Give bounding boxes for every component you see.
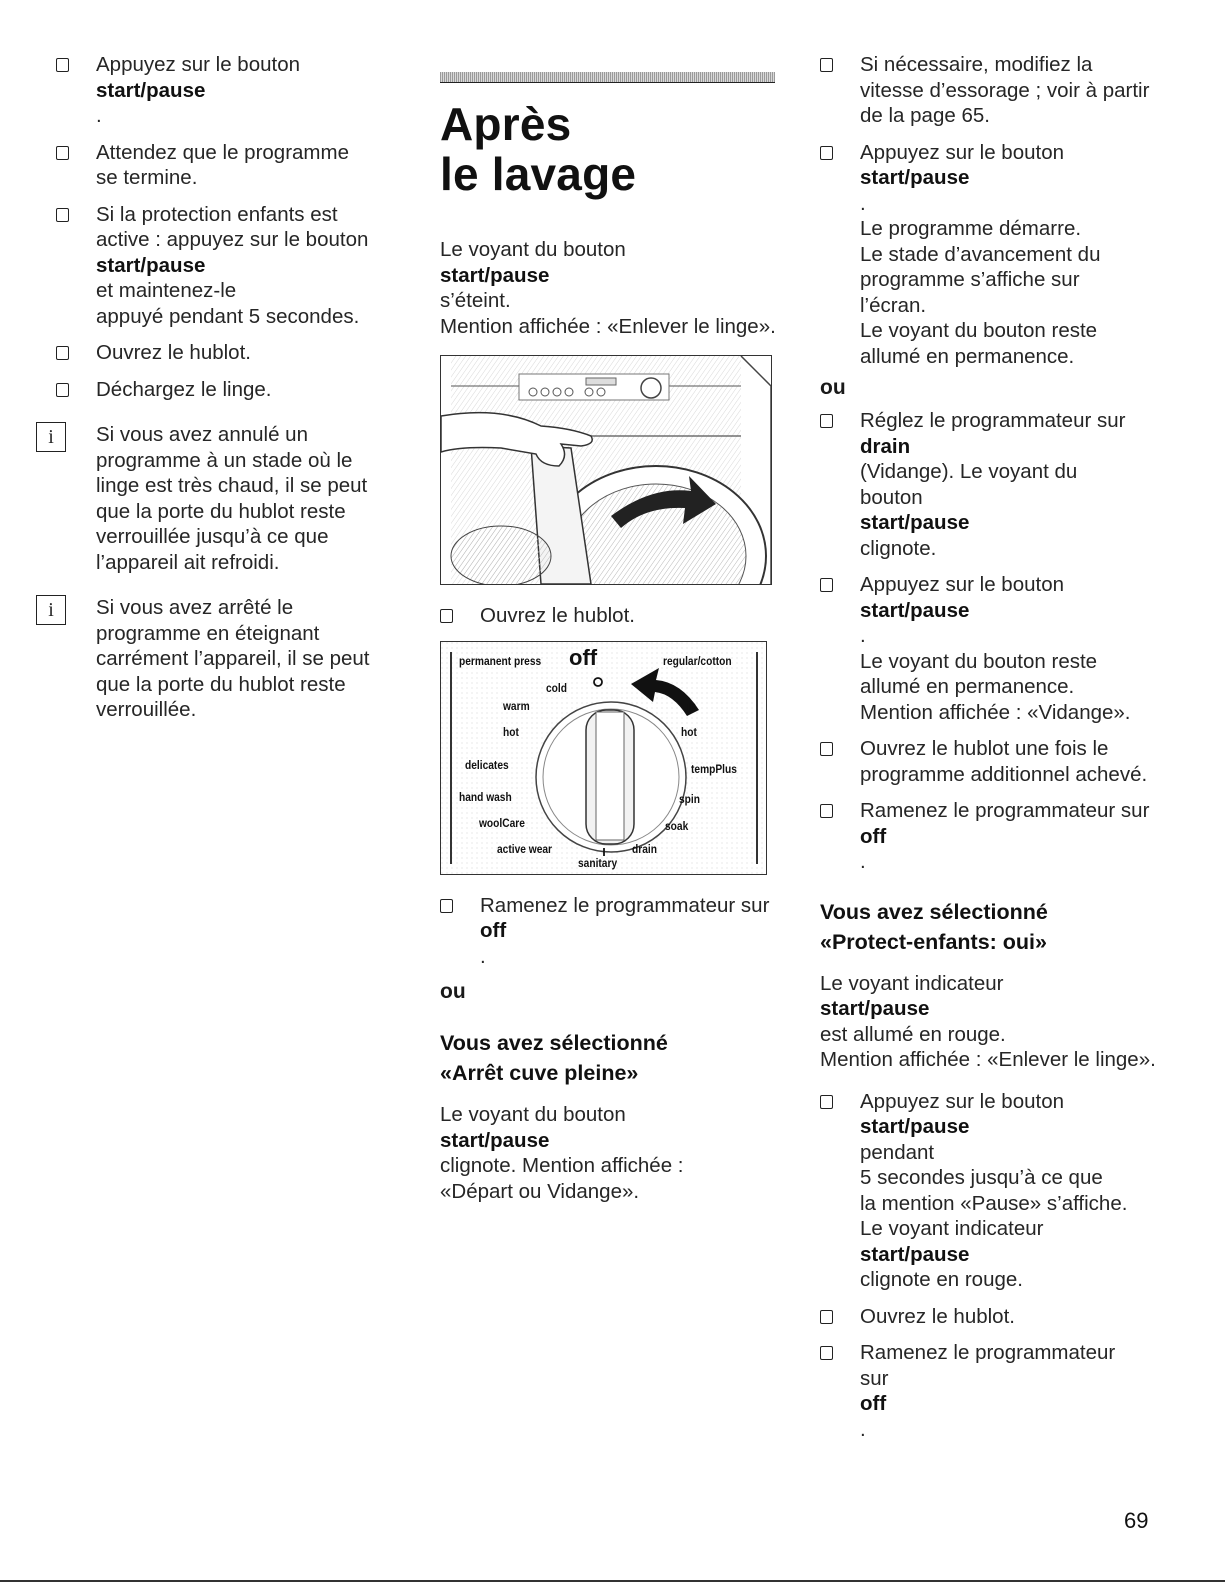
step-text: Mention affichée : «Vidange». — [860, 700, 1131, 724]
para-text: Le voyant du bouton — [440, 1103, 626, 1126]
page-number: 69 — [1124, 1508, 1149, 1533]
step-text: 5 secondes jusqu’à ce que — [860, 1166, 1103, 1189]
checkbox-icon — [820, 414, 833, 428]
note-text: programme en éteignant — [96, 621, 320, 645]
step-text: Le voyant indicateur — [860, 1217, 1044, 1240]
para-bold: start/pause — [440, 1128, 550, 1152]
info-icon: i — [36, 422, 66, 452]
child-lock-paragraph — [820, 971, 1170, 1073]
intro-paragraph — [440, 237, 785, 339]
intro-bold: start/pause — [440, 263, 550, 287]
dial-off-label: off — [569, 644, 598, 670]
note-text: carrément l’appareil, il se peut — [96, 647, 370, 670]
info-note — [48, 422, 386, 575]
step-text: Appuyez sur le bouton — [860, 573, 1064, 596]
right-steps-c — [820, 1089, 1170, 1443]
right-column — [820, 52, 1170, 1453]
step-text: Ouvrez le hublot. — [96, 341, 251, 364]
or-separator: ou — [440, 980, 466, 1003]
page-title-line-1: Après — [440, 98, 572, 150]
step-text: clignote en rouge. — [860, 1268, 1023, 1291]
dial-label-tempplus: tempPlus — [691, 761, 737, 776]
para-text: «Départ ou Vidange». — [440, 1179, 640, 1203]
step-bold: off — [480, 919, 507, 942]
step-bold-text: start/pause — [860, 598, 970, 622]
dial-label-delicates: delicates — [465, 757, 509, 772]
checkbox-icon — [56, 208, 69, 222]
step-text: Ouvrez le hublot. — [860, 1304, 1015, 1328]
step-text: pendant — [860, 1140, 935, 1164]
heading-line: «Protect-enfants: oui» — [820, 929, 1047, 954]
note-text: programme à un stade où le — [96, 448, 353, 472]
checkbox-icon — [820, 58, 833, 72]
para-text: est allumé en rouge. — [820, 1022, 1006, 1046]
checklist-item — [56, 202, 386, 330]
note-text: Si vous avez annulé un — [96, 423, 308, 446]
step-text: Si la protection enfants est — [96, 202, 338, 226]
step-text: Appuyez sur le bouton — [96, 53, 300, 76]
checklist-item — [820, 1089, 1170, 1293]
dial-label-hot-right: hot — [681, 724, 697, 739]
checklist-item — [56, 140, 386, 191]
checkbox-icon — [820, 1095, 833, 1109]
info-icon: i — [36, 595, 66, 625]
left-column — [48, 52, 386, 743]
step-text: . — [480, 944, 486, 968]
dial-label-hand-wash: hand wash — [459, 789, 512, 804]
dial-label-drain: drain — [632, 841, 657, 856]
checklist-item — [820, 52, 1170, 129]
or-separator: ou — [820, 376, 846, 399]
note-text: Si vous avez arrêté le — [96, 596, 294, 619]
step-bold-text: off — [860, 1392, 887, 1415]
dial-label-hot-left: hot — [503, 724, 519, 739]
step-text: Réglez le programmateur sur — [860, 409, 1126, 432]
info-note — [48, 595, 386, 723]
checklist-item — [56, 377, 386, 403]
step-return-off — [440, 893, 785, 970]
step-text: bouton — [860, 485, 923, 509]
step-text: Ramenez le programmateur sur — [480, 893, 770, 917]
checklist-item — [820, 736, 1170, 787]
checkbox-icon — [820, 742, 833, 756]
step-text: Le programme démarre. — [860, 217, 1082, 240]
step-text: Déchargez le linge. — [96, 377, 272, 401]
step-text: . — [96, 104, 102, 127]
page-title-line-2: le lavage — [440, 148, 637, 200]
note-text: l’appareil ait refroidi. — [96, 550, 280, 574]
step-text: sur — [860, 1366, 889, 1390]
checkbox-icon — [56, 383, 69, 397]
left-steps-list — [56, 52, 386, 402]
dial-label-regular-cotton: regular/cotton — [663, 653, 732, 668]
middle-column — [440, 52, 785, 1212]
washer-door-illustration — [440, 355, 772, 585]
step-text: l’écran. — [860, 293, 927, 317]
para-text: Le voyant indicateur — [820, 971, 1004, 995]
step-text: allumé en permanence. — [860, 675, 1075, 698]
dial-label-warm-right: m — [687, 698, 697, 713]
dial-label-warm: warm — [503, 698, 530, 713]
checkbox-icon — [56, 146, 69, 160]
checklist-item — [820, 798, 1170, 875]
note-text: que la porte du hublot reste — [96, 499, 346, 523]
step-text: . — [860, 624, 866, 647]
step-text: programme s’affiche sur — [860, 268, 1080, 291]
step-text: Appuyez sur le bouton — [860, 1089, 1064, 1113]
title-rule — [440, 72, 775, 83]
step-text: Attendez que le programme — [96, 140, 349, 164]
section-heading-child-lock — [820, 897, 1170, 957]
step-bold-text: start/pause — [860, 1242, 970, 1266]
right-steps-a — [820, 52, 1170, 369]
step-text: se termine. — [96, 166, 198, 189]
checklist-item — [820, 572, 1170, 725]
checkbox-icon — [820, 146, 833, 160]
right-steps-b — [820, 408, 1170, 875]
intro-text: s’éteint. — [440, 289, 511, 312]
checkbox-icon — [56, 346, 69, 360]
step-bold-text: off — [860, 824, 887, 848]
step-text: (Vidange). Le voyant du — [860, 460, 1078, 483]
step-text: Le stade d’avancement du — [860, 242, 1101, 266]
note-text: linge est très chaud, il se peut — [96, 474, 368, 497]
left-notes-list — [48, 422, 386, 723]
step-text: la mention «Pause» s’affiche. — [860, 1191, 1128, 1215]
dial-label-woolcare: woolCare — [479, 815, 525, 830]
para-text: clignote. Mention affichée : — [440, 1154, 684, 1177]
checkbox-icon — [56, 58, 69, 72]
step-bold-text: start/pause — [96, 78, 206, 102]
step-text: Ramenez le programmateur sur — [860, 799, 1150, 822]
step-text: Le voyant du bouton reste — [860, 319, 1098, 342]
intro-text: Mention affichée : «Enlever le linge». — [440, 314, 776, 338]
step-text: Le voyant du bouton reste — [860, 649, 1098, 673]
washer-door-drawing — [441, 356, 771, 584]
page-title — [440, 99, 785, 199]
checkbox-icon — [820, 1310, 833, 1324]
step-text: Ouvrez le hublot. — [480, 604, 635, 627]
para-bold: start/pause — [820, 997, 930, 1020]
note-text: verrouillée. — [96, 698, 197, 721]
para-text: Mention affichée : «Enlever le linge». — [820, 1048, 1156, 1071]
heading-line: «Arrêt cuve pleine» — [440, 1061, 639, 1085]
step-bold-text: start/pause — [860, 511, 970, 534]
step-open-door — [440, 603, 785, 629]
program-dial-illustration — [440, 641, 767, 875]
checkbox-icon — [440, 899, 453, 913]
dial-label-sanitary: sanitary — [578, 855, 618, 870]
bottom-rule — [0, 1580, 1225, 1582]
intro-text: Le voyant du bouton — [440, 238, 626, 261]
step-text: . — [860, 850, 866, 873]
step-bold-text: start/pause — [860, 166, 970, 189]
step-text: de la page 65. — [860, 104, 990, 127]
dial-label-cold: cold — [546, 680, 567, 695]
step-text: . — [860, 191, 866, 215]
step-bold-text: start/pause — [860, 1115, 970, 1138]
dial-label-permanent-press: permanent press — [459, 653, 542, 668]
checklist-item — [820, 1340, 1170, 1442]
checklist-item — [56, 340, 386, 366]
checklist-item — [820, 408, 1170, 561]
step-text: allumé en permanence. — [860, 344, 1075, 368]
step-text: appuyé pendant 5 secondes. — [96, 304, 360, 328]
note-text: verrouillée jusqu’à ce que — [96, 525, 329, 548]
checkbox-icon — [440, 609, 453, 623]
step-text: clignote. — [860, 536, 937, 560]
step-text: . — [860, 1417, 866, 1441]
step-text: et maintenez-le — [96, 279, 237, 302]
heading-line: Vous avez sélectionné — [440, 1031, 668, 1055]
step-text: programme additionnel achevé. — [860, 762, 1148, 786]
step-text: vitesse d’essorage ; voir à partir — [860, 78, 1150, 102]
checkbox-icon — [820, 578, 833, 592]
dial-label-active-wear: active wear — [497, 841, 553, 856]
checklist-item — [56, 52, 386, 129]
step-text: active : appuyez sur le bouton — [96, 228, 369, 251]
step-text: Appuyez sur le bouton — [860, 140, 1064, 164]
step-text: Si nécessaire, modifiez la — [860, 53, 1093, 76]
checkbox-icon — [820, 804, 833, 818]
section-heading-full-tub — [440, 1028, 785, 1088]
note-text: que la porte du hublot reste — [96, 672, 346, 696]
heading-line: Vous avez sélectionné — [820, 899, 1048, 924]
dial-label-spin: spin — [679, 791, 700, 806]
step-text: Ramenez le programmateur — [860, 1341, 1116, 1364]
checklist-item — [820, 140, 1170, 370]
step-bold-text: drain — [860, 434, 911, 458]
full-tub-paragraph — [440, 1102, 785, 1204]
step-text: Ouvrez le hublot une fois le — [860, 737, 1109, 760]
checkbox-icon — [820, 1346, 833, 1360]
dial-label-soak: soak — [665, 818, 689, 833]
checklist-item — [820, 1304, 1170, 1330]
step-bold-text: start/pause — [96, 253, 206, 277]
